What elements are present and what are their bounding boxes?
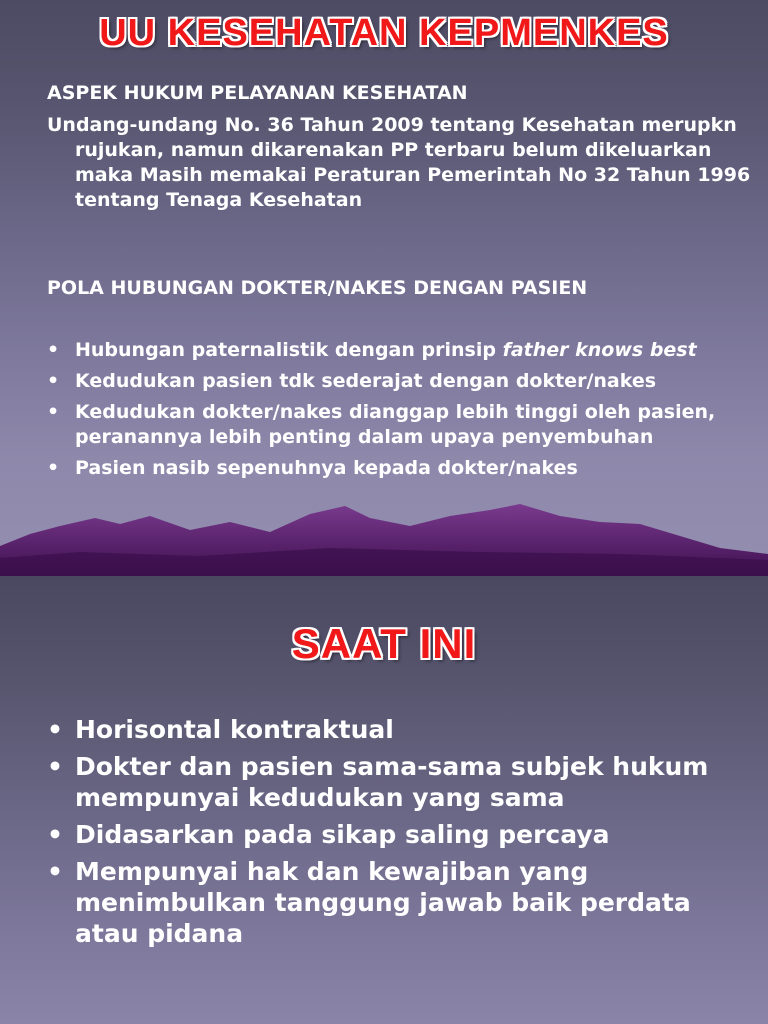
mountain-silhouette <box>0 496 768 576</box>
bullet-icon: • <box>47 401 60 423</box>
list-item <box>47 819 727 850</box>
bullet-icon: • <box>47 370 60 392</box>
list-item-text: Didasarkan pada sikap saling percaya <box>75 820 610 849</box>
list-item <box>47 369 727 394</box>
list-item <box>47 751 727 813</box>
slide-title: SAAT INI <box>291 620 477 667</box>
list-item-italic: father knows best <box>502 339 697 361</box>
bullet-list <box>47 338 727 487</box>
bullet-icon: • <box>47 752 63 781</box>
bullet-list <box>47 714 727 955</box>
paragraph: Undang-undang No. 36 Tahun 2009 tentang Kesehatan merupkn rujukan, namun dikarenakan PP terbaru belum dikeluarkan maka Masih memakai Peraturan Pemerintah No 32 Tahun 1996 tentang Tenaga Kesehatan <box>47 114 751 211</box>
list-item-text: Kedudukan dokter/nakes dianggap lebih tinggi oleh pasien, peranannya lebih penting dalam upaya penyembuhan <box>75 401 716 448</box>
bullet-icon: • <box>47 820 63 849</box>
bullet-icon: • <box>47 457 60 479</box>
list-item <box>47 400 727 450</box>
bullet-icon: • <box>47 339 60 361</box>
list-item-text: Kedudukan pasien tdk sederajat dengan dokter/nakes <box>75 370 657 392</box>
bullet-icon: • <box>47 857 63 886</box>
list-item-text: Hubungan paternalistik dengan prinsip <box>75 339 503 361</box>
list-item-text: Mempunyai hak dan kewajiban yang menimbulkan tanggung jawab baik perdata atau pidana <box>75 857 691 948</box>
section-heading: POLA HUBUNGAN DOKTER/NAKES DENGAN PASIEN <box>47 277 588 299</box>
bullet-icon: • <box>47 715 63 744</box>
list-item-text: Pasien nasib sepenuhnya kepada dokter/nakes <box>75 457 578 479</box>
section-heading: ASPEK HUKUM PELAYANAN KESEHATAN <box>47 82 468 104</box>
list-item-text: Horisontal kontraktual <box>75 715 394 744</box>
list-item <box>47 338 727 363</box>
slide-title: UU KESEHATAN KEPMENKES <box>99 12 669 54</box>
list-item-text: Dokter dan pasien sama-sama subjek hukum mempunyai kedudukan yang sama <box>75 752 709 812</box>
list-item <box>47 714 727 745</box>
list-item <box>47 456 727 481</box>
list-item <box>47 856 727 949</box>
slide-2 <box>0 576 768 1024</box>
